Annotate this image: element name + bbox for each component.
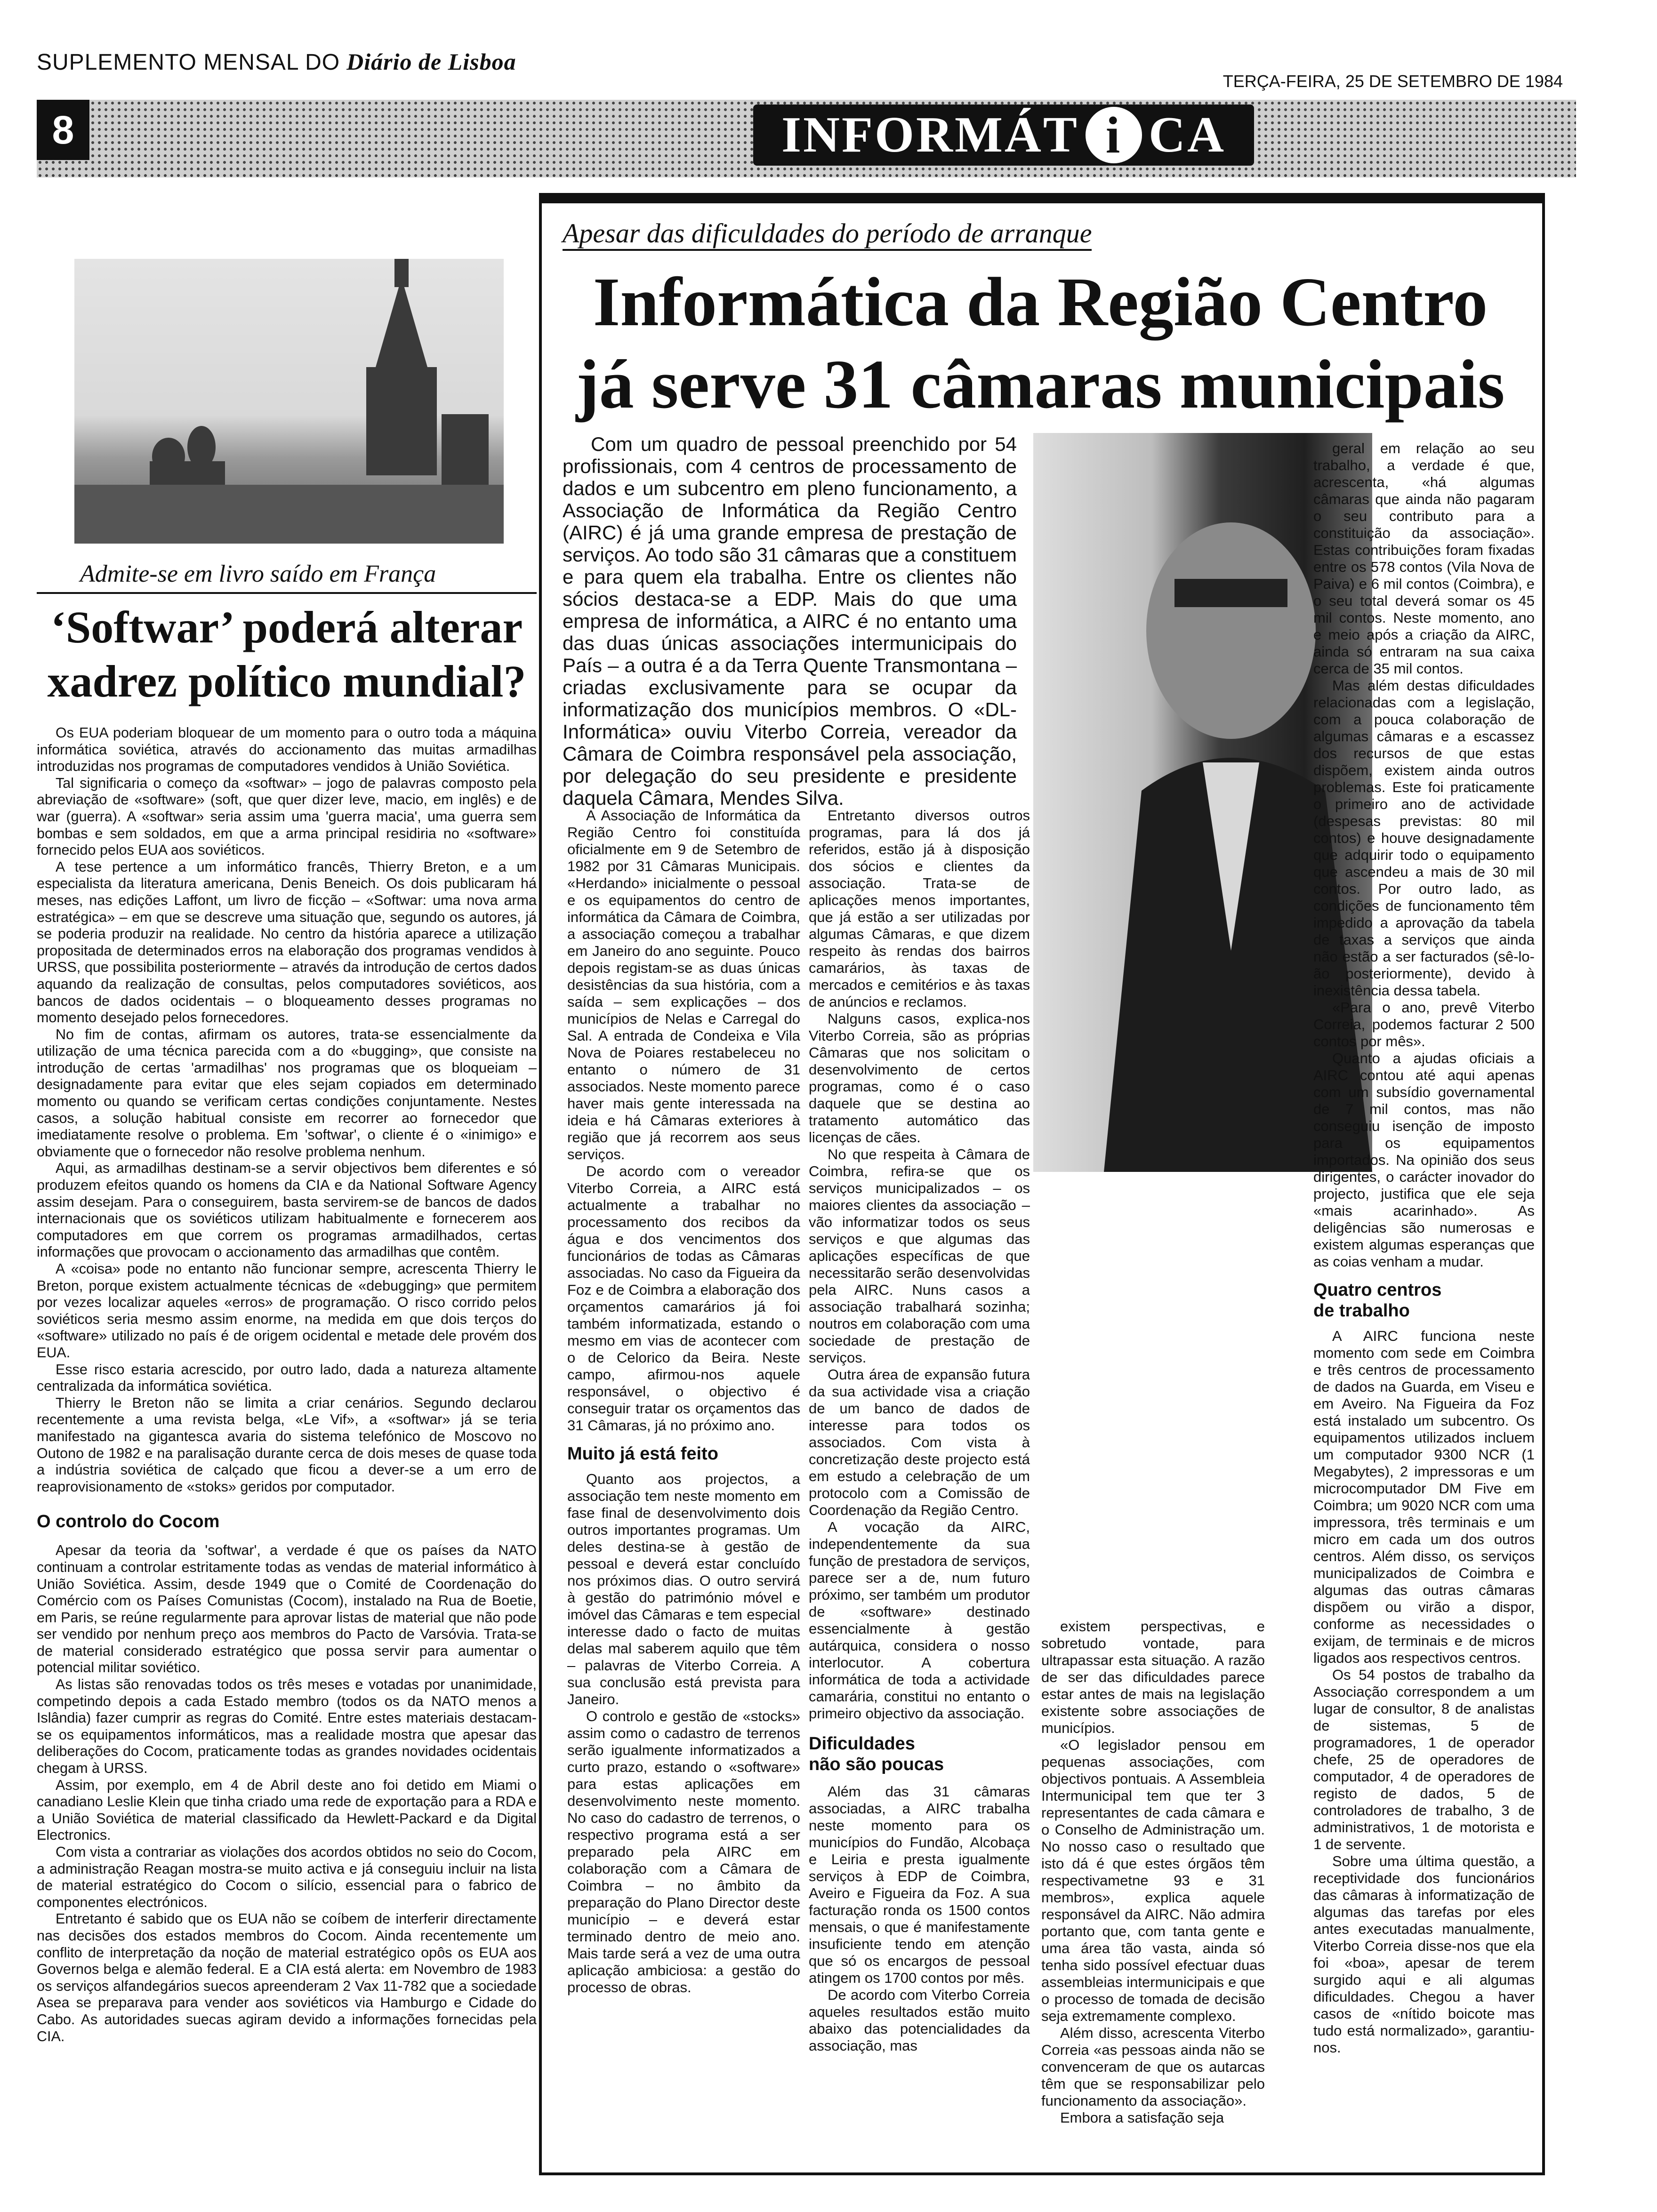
main-paragraph: A vocação da AIRC, independentemente da sua função de prestadora de serviços, parece ser a de, num futuro próximo, ser também um produtor de «software» destinado essencialmente à gestão autárquica, considera o nosso interlocutor. A cobertura informática de toda a actividade camarária, constitui no entanto o primeiro objectivo da associação. — [809, 1519, 1030, 1722]
left-kicker: Admite-se em livro saído em França — [80, 561, 436, 587]
dificuldades-subhead-line1: Dificuldades — [809, 1734, 915, 1754]
left-headline-line1: ‘Softwar’ poderá alterar — [50, 602, 523, 652]
main-paragraph: De acordo com Viterbo Correia aqueles resultados estão muito abaixo das potencialidades da associação, mas — [809, 1987, 1030, 2054]
main-headline-line2: já serve 31 câmaras municipais — [576, 346, 1505, 423]
left-headline-line2: xadrez político mundial? — [47, 656, 526, 706]
supplement-header — [37, 48, 516, 75]
issue-date: TERÇA-FEIRA, 25 DE SETEMBRO DE 1984 — [1223, 72, 1563, 91]
left-paragraph: Esse risco estaria acrescido, por outro lado, dada a natureza altamente centralizada da informática soviética. — [37, 1361, 537, 1395]
main-paragraph: Os 54 postos de trabalho da Associação correspondem a um lugar de consultor, 8 de analistas de sistemas, 5 de programadores, 1 de operador chefe, 25 de operadores de computador, 4 de operadores de registo de dados, 5 de controladores de trabalho, 3 de administrativos, 1 de motorista e 1 de servente. — [1313, 1667, 1535, 1852]
left-paragraph: Thierry le Breton não se limita a criar cenários. Segundo declarou recentemente a uma revista belga, «Le Vif», a «softwar» já se teria manifestado na gigantesca avaria do sistema telefónico de Moscovo no Outono de 1982 e na paralisação durante cerca de dois meses de quase toda a indústria soviética de calçado que ficou a dever-se a um erro de reaprovisionamento de «stoks» geridos por computador. — [37, 1395, 537, 1495]
left-paragraph: Tal significaria o começo da «softwar» – jogo de palavras composto pela abreviação de «software» (soft, que quer dizer leve, macio, em inglês) e de war (guerra). A «softwar» seria assim uma 'guerra macia', uma guerra sem bombas e sem soldados, em que a arma principal residiria no «software» fornecido pelos EUA aos soviéticos. — [37, 775, 537, 858]
left-paragraph: Apesar da teoria da 'softwar', a verdade é que os países da NATO continuam a controlar estritamente todas as vendas de material informático à União Soviética. Assim, desde 1949 que o Comité de Coordenação do Comércio com os Países Comunistas (Cocom), instalado na Rua de Boetie, em Paris, se reúne regularmente para aprovar listas de material que não pode ser vendido por nenhum preço aos membros do Pacto de Varsóvia. Trata-se de material considerado estratégico que possa servir para aumentar o potencial militar soviético. — [37, 1542, 537, 1676]
page-number: 8 — [37, 100, 89, 160]
main-paragraph: existem perspectivas, e sobretudo vontade, para ultrapassar esta situação. A razão de ser das dificuldades parece estar antes de mais na legislação existente sobre associações de municípios. — [1041, 1618, 1265, 1736]
left-paragraph: Os EUA poderiam bloquear de um momento para o outro toda a máquina informática soviética, através do accionamento das muitas armadilhas introduzidas nos programas de computadores vendidos à União Soviética. — [37, 725, 537, 775]
main-headline-line1: Informática da Região Centro — [593, 264, 1488, 341]
main-paragraph: De acordo com o vereador Viterbo Correia, a AIRC está actualmente a trabalhar no processamento dos recibos da água e dos vencimentos dos funcionários de todas as Câmaras associadas. No caso da Figueira da Foz e de Coimbra a elaboração dos orçamentos camarários já foi também informatizada, estando o mesmo em vias de acontecer com o de Celorico da Beira. Neste campo, afirmou-nos aquele responsável, o objectivo é conseguir tratar os orçamentos das 31 Câmaras, já no próximo ano. — [567, 1163, 800, 1434]
main-lead: Com um quadro de pessoal preenchido por 54 profissionais, com 4 centros de processamento de dados e um subcentro em pleno funcionamento, a Associação de Informática da Região Centro (AIRC) é já uma grande empresa de prestação de serviços. Ao todo são 31 câmaras que a constituem e para quem ela trabalha. Entre os clientes não sócios destaca-se a EDP. Mais do que uma empresa de informática, a AIRC é no entanto uma das duas únicas associações intermunicipais do País – a outra é a da Terra Quente Transmontana – criadas exclusivamente para se ocupar da informatização dos municípios membros. O «DL-Informática» ouviu Viterbo Correia, vereador da Câmara de Coimbra responsável pela associação, por delegação do seu presidente e presidente daquela Câmara, Mendes Silva. — [563, 433, 1017, 809]
section-logo-left: INFORMÁT — [781, 107, 1079, 163]
main-paragraph: Além das 31 câmaras associadas, a AIRC trabalha neste momento para os municípios do Fundão, Alcobaça e Leiria e presta igualmente serviços à EDP de Coimbra, Aveiro e Figueira da Foz. A sua facturação ronda os 1500 contos mensais, o que é manifestamente insuficiente tendo em atenção que só os encargos de pessoal atingem os 1700 contos por mês. — [809, 1783, 1030, 1986]
main-paragraph: Nalguns casos, explica-nos Viterbo Correia, são as próprias Câmaras que nos solicitam o desenvolvimento de certos programas, como é o caso daquele que se destina ao tratamento automático das licenças de cães. — [809, 1010, 1030, 1146]
main-paragraph: No que respeita à Câmara de Coimbra, refira-se que os serviços municipalizados – os maiores clientes da associação – vão informatizar todos os seus serviços e que algumas das aplicações específicas de que necessitarão serão desenvolvidas pela AIRC. Nuns casos a associação trabalhará sozinha; noutros em colaboração com uma sociedade de prestação de serviços. — [809, 1146, 1030, 1366]
main-paragraph: geral em relação ao seu trabalho, a verdade é que, acrescenta, «há algumas câmaras que ainda não pagaram o seu contributo para a constituição da associação». Estas contribuições foram fixadas entre os 578 contos (Vila Nova de Paiva) e 6 mil contos (Coimbra), e o seu total deverá somar os 45 mil contos. Neste momento, ano e meio após a criação da AIRC, ainda só entraram na sua caixa cerca de 35 mil contos. — [1313, 440, 1535, 677]
main-col-1 — [567, 807, 800, 1996]
main-paragraph: Embora a satisfação seja — [1060, 2109, 1224, 2126]
left-paragraph: Com vista a contrariar as violações dos acordos obtidos no seio do Cocom, a administração Reagan mostra-se muito activa e já conseguiu incluir na lista de material estratégico do Cocom o silício, essencial para o fabrico de componentes electrónicos. — [37, 1844, 537, 1910]
left-rule — [37, 592, 537, 594]
quatro-centros-subhead-line2: de trabalho — [1313, 1301, 1410, 1321]
main-paragraph: O controlo e gestão de «stocks» assim como o cadastro de terrenos serão igualmente informatizados a curto prazo, estando o «software» para estas aplicações em desenvolvimento neste momento. No caso do cadastro de terrenos, o respectivo programa está a ser preparado pela AIRC em colaboração com a Câmara de Coimbra – no âmbito da preparação do Plano Director deste município – e deverá estar terminado dentro de meio ano. Mais tarde será a vez de uma outra aplicação ambiciosa: a gestão do processo de obras. — [567, 1708, 800, 1996]
section-logo-right: CA — [1148, 107, 1226, 163]
left-body — [37, 725, 537, 2045]
section-logo — [753, 104, 1254, 166]
main-paragraph: Outra área de expansão futura da sua actividade visa a criação de um banco de dados de interesse para todos os associados. Com vista à concretização deste projecto está em estudo a celebração de um protocolo com a Comissão de Coordenação da Região Centro. — [809, 1366, 1030, 1518]
dificuldades-subhead — [809, 1733, 1030, 1775]
main-paragraph: «O legislador pensou em pequenas associações, com objectivos pontuais. A Assembleia Intermunicipal tem que ter 3 representantes de cada câmara e o Conselho de Administração um. No nosso caso o resultado que isto dá é que estes órgãos têm respectivametne 93 e 31 membros», explica aquele responsável da AIRC. Não admira portanto que, com tanta gente e uma área tão vasta, ainda só tenha sido possível efectuar duas assembleias intermunicipais e que o processo de tomada de decisão seja extremamente complexo. — [1041, 1737, 1265, 2024]
moscow-photo — [74, 259, 504, 544]
muito-ja-esta-feito-subhead: Muito já está feito — [567, 1444, 718, 1464]
main-paragraph: «Para o ano, prevê Viterbo Correia, podemos facturar 2 500 contos por mês». — [1313, 999, 1535, 1050]
main-paragraph: Sobre uma última questão, a receptividade dos funcionários das câmaras à informatização de algumas das tarefas por eles antes executadas manualmente, Viterbo Correia disse-nos que ela foi «boa», apesar de terem surgido aqui e ali algumas dificuldades. Chegou a haver casos de «nítido boicote mas tudo está normalizado», garantiu-nos. — [1313, 1853, 1535, 2056]
left-paragraph: Aqui, as armadilhas destinam-se a servir objectivos bem diferentes e só produzem efeitos quando os homens da CIA e da National Software Agency assim desejam. Para o conseguirem, basta servirem-se de bancos de dados internacionais que os soviéticos utilizam habitualmente e fornecerem aos computadores em que correm os programas armadilhados, certas informações que provocam o accionamento das armadilhas que contêm. — [37, 1160, 537, 1260]
main-paragraph: Mas além destas dificuldades relacionadas com a legislação, com a pouca colaboração de algumas câmaras e a escassez dos recursos de que estas dispõem, existem ainda outros problemas. Este foi praticamente o primeiro ano de actividade (despesas previstas: 80 mil contos) e houve designadamente que adquirir todo o equipamento que ascendeu a mais de 30 mil contos. Por outro lado, as condições de funcionamento têm impedido a aprovação da tabela de taxas a serviços que ainda não estão a ser facturados (sê-lo-ão posteriormente), devido à inexistência dessa tabela. — [1313, 677, 1535, 999]
left-paragraph: Entretanto é sabido que os EUA não se coíbem de interferir directamente nas decisões dos estados membros do Cocom. Ainda recentemente um conflito de interpretação da noção de material estratégico opôs os EUA aos Governos belga e alemão federal. E a CIA está alerta: em Novembro de 1983 os serviços alfandegários suecos apreenderam 2 Vax 11-782 que a sociedade Asea se preparava para vender aos soviéticos via Hamburgo e Cidade do Cabo. As autoridades suecas agiram devido a informações fornecidas pela CIA. — [37, 1911, 537, 2044]
main-paragraph: Quanto aos projectos, a associação tem neste momento em fase final de desenvolvimento dois outros importantes programas. Um deles destina-se à gestão de pessoal e deverá estar concluído nos próximos dias. O outro servirá à gestão do património móvel e imóvel das Câmaras e tem especial interesse dado o facto de muitas delas mal saberem aquilo que têm – palavras de Viterbo Correia. A sua conclusão está prevista para Janeiro. — [567, 1471, 800, 1707]
main-paragraph: Entretanto diversos outros programas, para lá dos já referidos, estão já à disposição dos sócios e clientes da associação. Trata-se de aplicações menos importantes, que já estão a ser utilizadas por algumas Câmaras, e que dizem respeito às rendas dos bairros camarários, às taxas de mercados e cemitérios e às taxas de anúncios e reclamos. — [809, 807, 1030, 1010]
main-paragraph: A Associação de Informática da Região Centro foi constituída oficialmente em 9 de Setembro de 1982 por 31 Câmaras Municipais. «Herdando» inicialmente o pessoal e os equipamentos do centro de informática da Câmara de Coimbra, a associação começou a trabalhar em Janeiro do ano seguinte. Pouco depois registam-se as duas únicas desistências da sua história, com a saída – sem explicações – dos municípios de Nelas e Carregal do Sal. A entrada de Condeixa e Vila Nova de Poiares restabeleceu no entanto o número de 31 associados. Neste momento parece haver mais gente interessada na ideia e há Câmaras exteriores à região que já recorrem aos seus serviços. — [567, 807, 800, 1162]
cocom-subhead: O controlo do Cocom — [37, 1512, 220, 1532]
section-logo-i: i — [1086, 107, 1142, 163]
main-top-rule — [539, 193, 1545, 203]
left-paragraph: A «coisa» pode no entanto não funcionar sempre, acrescenta Thierry le Breton, porque existem actualmente técnicas de «debugging» que permitem por vezes localizar aqueles «erros» de programação. O risco corrido pelos soviéticos seria mesmo assim enorme, na medida em que dois terços do «software» utilizado no país é de origem ocidental e metade dele provém dos EUA. — [37, 1261, 537, 1361]
quatro-centros-subhead — [1313, 1280, 1535, 1321]
left-headline — [37, 600, 537, 708]
main-col-3 — [1041, 1618, 1265, 2126]
main-paragraph: Além disso, acrescenta Viterbo Correia «as pessoas ainda não se convenceram de que os autarcas têm que se responsabilizar pelo funcionamento da associação». — [1041, 2025, 1265, 2109]
main-paragraph: Quanto a ajudas oficiais a AIRC contou até aqui apenas com um subsídio governamental de 7 mil contos, mas não conseguiu isenção de imposto para os equipamentos importados. Na opinião dos seus dirigentes, o carácter inovador do projecto, justifica que ele seja «mais acarinhado». As deligências são numerosas e existem algumas esperanças que as coias venham a mudar. — [1313, 1050, 1535, 1270]
main-col-2 — [809, 807, 1030, 2054]
main-headline — [555, 261, 1525, 426]
supplement-label: SUPLEMENTO MENSAL DO — [37, 50, 340, 75]
left-paragraph: A tese pertence a um informático francês, Thierry Breton, e a um especialista da literatura americana, Denis Beneich. Os dois publicaram há meses, nas edições Laffont, um livro de ficção – «Softwar: uma nova arma estratégica» – em que se descreve uma situação que, segundo os autores, já se poderia produzir na realidade. No centro da história aparece a utilização propositada de determinados erros na elaboração dos programas vendidos à URSS, que possibilita posteriormente – através da introdução de certos dados aquando da realização de consultas, pelos computadores soviéticos, aos bancos de dados ocidentais – o bloqueamento desses programas no momento desejado pelos fornecedores. — [37, 858, 537, 1026]
newspaper-masthead: Diário de Lisboa — [346, 48, 516, 75]
left-paragraph: Assim, por exemplo, em 4 de Abril deste ano foi detido em Miami o canadiano Leslie Klein que tinha criado uma rede de exportação para a RDA e a União Soviética de material classificado da Hewlett-Packard e da Digital Electronics. — [37, 1777, 537, 1843]
left-paragraph: No fim de contas, afirmam os autores, trata-se essencialmente da utilização de uma técnica parecida com a do «bugging», que consiste na introdução de certas 'armadilhas' nos programas que os bloqueiam – designadamente para evitar que eles sejam copiados em determinado momento ou quando se verificam certas condições conjuntamente. Nestes casos, a solução habitual consiste em recorrer ao fornecedor que imediatamente resolve o problema. Em 'softwar', o cliente é o «inimigo» e obviamente que o fornecedor não resolve problema nenhum. — [37, 1026, 537, 1160]
quatro-centros-subhead-line1: Quatro centros — [1313, 1280, 1442, 1300]
main-kicker: Apesar das dificuldades do período de arranque — [563, 217, 1092, 251]
main-col-4 — [1313, 440, 1535, 2056]
dificuldades-subhead-line2: não são poucas — [809, 1755, 944, 1774]
main-paragraph: A AIRC funciona neste momento com sede em Coimbra e três centros de processamento de dados na Guarda, em Viseu e em Aveiro. Na Figueira da Foz está instalado um subcentro. Os equipamentos utilizados incluem um computador 9300 NCR (1 Megabytes), 2 impressoras e um microcomputador DM Five em Coimbra; um 9020 NCR com uma impressora, três terminais e um micro em cada um dos outros centros. Além disso, os serviços municipalizados de Coimbra e algumas das outras câmaras dispõem ou virão a dispor, conforme as necessidades o exijam, de terminais e de micros ligados aos respectivos centros. — [1313, 1328, 1535, 1666]
left-paragraph: As listas são renovadas todos os três meses e votadas por unanimidade, competindo depois a cada Estado membro (todos os da NATO menos a Islândia) fazer cumprir as regras do Comité. Entre estes materiais destacam-se os equipamentos informáticos, mas a realidade mostra que apesar das deliberações do Cocom, praticamente todas as grandes novidades ocidentais chegam à URSS. — [37, 1676, 537, 1777]
